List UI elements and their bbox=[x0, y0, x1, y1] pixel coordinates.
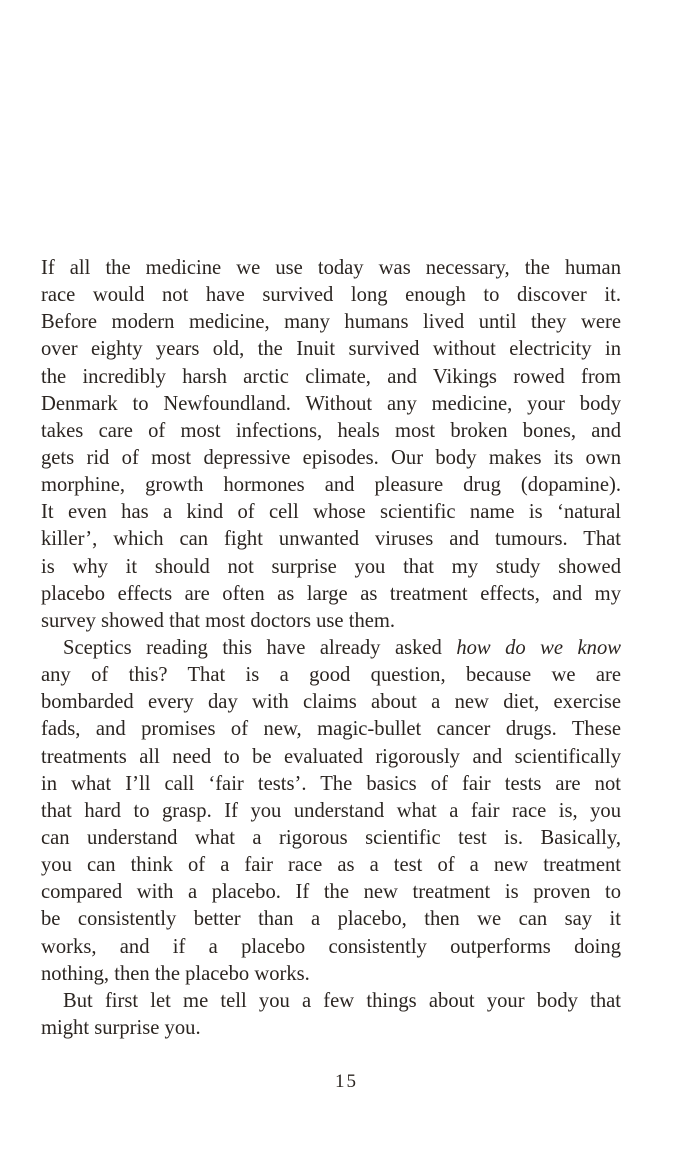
text-line: gets rid of most depressive episodes. Our body makes its own bbox=[41, 446, 621, 469]
text-line-first bbox=[41, 635, 621, 662]
text-line: It even has a kind of cell whose scientific name is ‘natural bbox=[41, 501, 621, 524]
text-line: Denmark to Newfoundland. Without any medicine, your body bbox=[41, 392, 621, 415]
body-text bbox=[41, 255, 621, 1042]
text-line: bombarded every day with claims about a new diet, exercise bbox=[41, 691, 621, 714]
text-line: is why it should not surprise you that my study showed bbox=[41, 555, 621, 578]
text-line: the incredibly harsh arctic climate, and Vikings rowed from bbox=[41, 365, 621, 388]
text-line: any of this? That is a good question, because we are bbox=[41, 664, 621, 687]
text-line: might surprise you. bbox=[41, 1016, 201, 1039]
paragraph-1 bbox=[41, 255, 621, 635]
text-line: Before modern medicine, many humans lived until they were bbox=[41, 311, 621, 334]
text-line: morphine, growth hormones and pleasure drug (dopamine). bbox=[41, 474, 621, 497]
text-line: killer’, which can fight unwanted viruses and tumours. That bbox=[41, 528, 621, 551]
text-line: compared with a placebo. If the new treatment is proven to bbox=[41, 881, 621, 904]
text-line: in what I’ll call ‘fair tests’. The basics of fair tests are not bbox=[41, 772, 621, 795]
text-line: over eighty years old, the Inuit survived without electricity in bbox=[41, 338, 621, 361]
text-run: Sceptics reading this have already asked bbox=[63, 636, 457, 659]
text-line: race would not have survived long enough to discover it. bbox=[41, 284, 621, 307]
text-line: be consistently better than a placebo, then we can say it bbox=[41, 908, 621, 931]
text-line: treatments all need to be evaluated rigorously and scientifically bbox=[41, 745, 621, 768]
text-line: But first let me tell you a few things about your body that bbox=[63, 989, 621, 1012]
text-line: you can think of a fair race as a test of a new treatment bbox=[41, 854, 621, 877]
paragraph-2 bbox=[41, 635, 621, 988]
text-line: survey showed that most doctors use them. bbox=[41, 609, 396, 632]
text-line: can understand what a rigorous scientific test is. Basically, bbox=[41, 826, 621, 849]
text-line: If all the medicine we use today was necessary, the human bbox=[41, 257, 621, 279]
italic-phrase: how do we know bbox=[456, 636, 621, 659]
text-line: placebo effects are often as large as treatment effects, and my bbox=[41, 582, 621, 605]
text-line: that hard to grasp. If you understand what a fair race is, you bbox=[41, 799, 621, 822]
paragraph-3 bbox=[41, 988, 621, 1042]
page-number: 15 bbox=[335, 1071, 358, 1092]
text-line: nothing, then the placebo works. bbox=[41, 962, 310, 985]
text-line: fads, and promises of new, magic-bullet cancer drugs. These bbox=[41, 718, 621, 741]
text-line: works, and if a placebo consistently outperforms doing bbox=[41, 935, 621, 958]
text-line: takes care of most infections, heals most broken bones, and bbox=[41, 419, 621, 442]
